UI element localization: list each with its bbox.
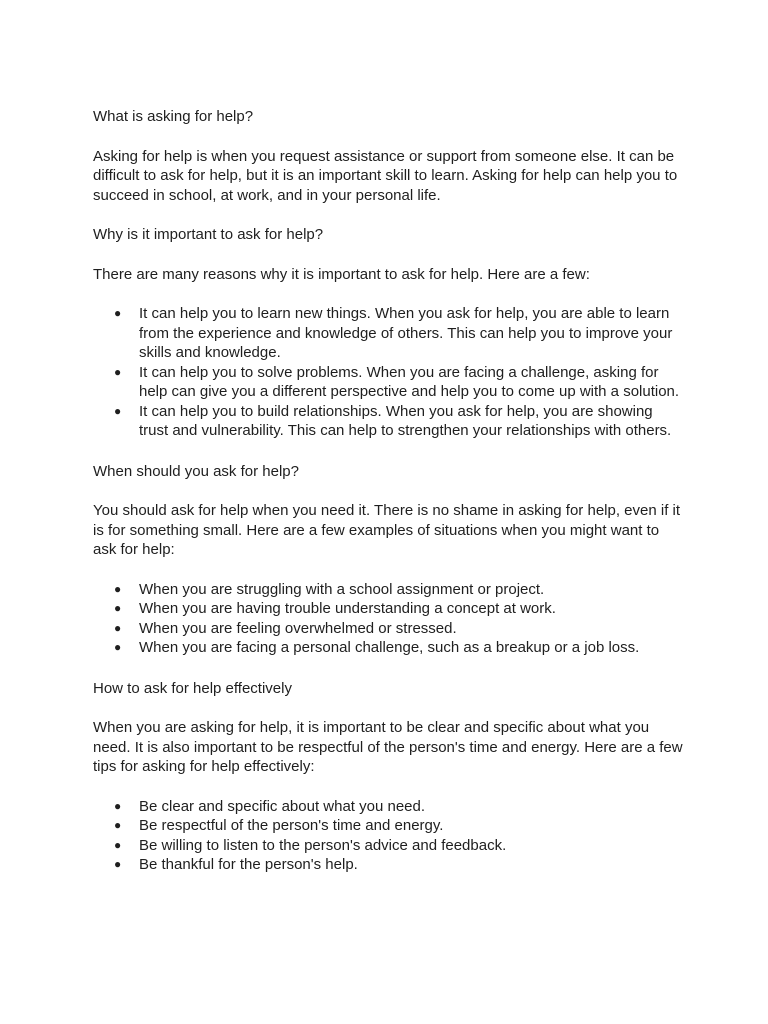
section-paragraph: You should ask for help when you need it. There is no shame in asking for help, even if it is for something small. Here are a few examples of situations when you might want to ask for help: <box>93 502 681 558</box>
list-item-text: When you are feeling overwhelmed or stressed. <box>139 619 457 637</box>
list-item <box>93 816 683 836</box>
bullet-icon: ● <box>114 798 122 813</box>
list-item-text: It can help you to learn new things. When you ask for help, you are able to learn from the experience and knowledge of others. This can help you to improve your skills and knowledge. <box>139 305 673 361</box>
list-item <box>93 836 683 856</box>
list-item-text: Be respectful of the person's time and energy. <box>139 817 444 834</box>
bullet-icon: ● <box>114 306 122 320</box>
list-item-text: Be clear and specific about what you need. <box>139 797 426 815</box>
list-item <box>93 638 683 658</box>
section-paragraph: When you are asking for help, it is important to be clear and specific about what you need. It is also important to be respectful of the person's time and energy. Here are a few tips for asking for help effectively: <box>93 719 683 775</box>
bullet-list-reasons <box>93 304 683 441</box>
bullet-icon: ● <box>114 403 122 418</box>
list-item-text: Be willing to listen to the person's advice and feedback. <box>139 836 507 854</box>
bullet-icon: ● <box>114 640 122 654</box>
list-item <box>93 855 683 875</box>
section-heading-what-is-asking-for-help: What is asking for help? <box>93 108 254 125</box>
list-item <box>93 797 683 817</box>
section-heading-when-should-you-ask: When should you ask for help? <box>93 462 299 480</box>
list-item <box>93 304 683 363</box>
list-item-text: Be thankful for the person's help. <box>139 856 358 873</box>
bullet-list-tips <box>93 797 683 875</box>
section-paragraph: There are many reasons why it is important to ask for help. Here are a few: <box>93 265 590 283</box>
list-item <box>93 619 683 639</box>
bullet-icon: ● <box>114 364 122 379</box>
document-page <box>93 107 683 896</box>
bullet-icon: ● <box>114 818 122 832</box>
list-item <box>93 580 683 600</box>
section-heading-how-to-ask-effectively: How to ask for help effectively <box>93 679 292 697</box>
list-item-text: It can help you to solve problems. When you are facing a challenge, asking for help can give you a different perspective and help you to come up with a solution. <box>139 363 680 400</box>
bullet-icon: ● <box>114 601 122 615</box>
section-heading-why-important: Why is it important to ask for help? <box>93 226 324 243</box>
list-item <box>93 599 683 619</box>
bullet-icon: ● <box>114 581 122 596</box>
bullet-icon: ● <box>114 837 122 852</box>
list-item-text: When you are having trouble understanding a concept at work. <box>139 600 556 617</box>
section-paragraph: Asking for help is when you request assistance or support from someone else. It can be difficult to ask for help, but it is an important skill to learn. Asking for help can help you to succeed in school, at work, and in your personal life. <box>93 147 678 204</box>
list-item-text: It can help you to build relationships. When you ask for help, you are showing trust and vulnerability. This can help to strengthen your relationships with others. <box>139 402 672 439</box>
bullet-icon: ● <box>114 620 122 635</box>
bullet-icon: ● <box>114 857 122 871</box>
list-item <box>93 402 683 441</box>
list-item-text: When you are struggling with a school assignment or project. <box>139 580 545 598</box>
list-item <box>93 363 683 402</box>
list-item-text: When you are facing a personal challenge, such as a breakup or a job loss. <box>139 639 640 656</box>
bullet-list-situations <box>93 580 683 658</box>
